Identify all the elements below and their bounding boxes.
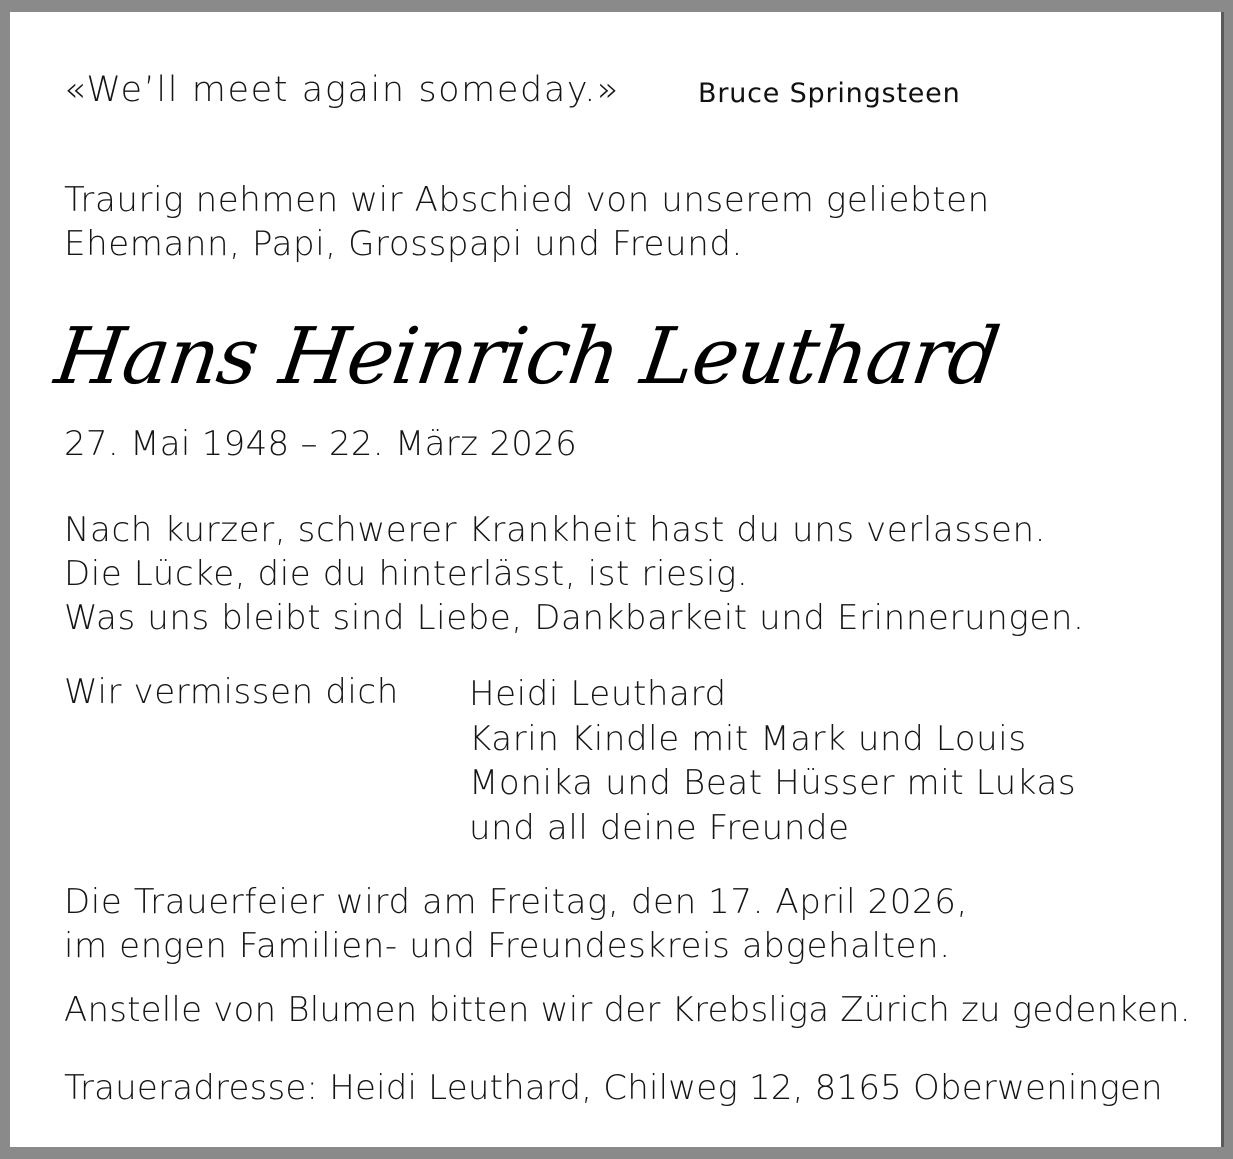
deceased-name: Hans Heinrich Leuthard xyxy=(50,312,1005,402)
obituary-card xyxy=(10,12,1221,1147)
mourner-name: und all deine Freunde xyxy=(469,807,850,848)
life-dates: 27. Mai 1948 – 22. März 2026 xyxy=(64,424,578,464)
message-line: Nach kurzer, schwerer Krankheit hast du uns verlassen. xyxy=(64,510,1047,550)
mourner-name: Karin Kindle mit Mark und Louis xyxy=(469,718,1027,759)
mourning-address: Traueradresse: Heidi Leuthard, Chilweg 12, 8165 Oberweningen xyxy=(64,1068,1163,1108)
intro-paragraph xyxy=(64,178,990,266)
mourners-label: Wir vermissen dich xyxy=(64,672,399,712)
message-line: Was uns bleibt sind Liebe, Dankbarkeit und Erinnerungen. xyxy=(64,598,1085,638)
quote-author: Bruce Springsteen xyxy=(698,78,961,109)
intro-line: Traurig nehmen wir Abschied von unserem geliebten xyxy=(64,180,990,220)
mourner-name: Heidi Leuthard xyxy=(469,674,727,714)
message-paragraph xyxy=(64,508,1084,640)
mourner-name: Monika und Beat Hüsser mit Lukas xyxy=(469,763,1077,803)
mourners-list xyxy=(469,672,1076,850)
ceremony-paragraph xyxy=(64,880,968,968)
message-line: Die Lücke, die du hinterlässt, ist riesig. xyxy=(64,554,749,594)
intro-line: Ehemann, Papi, Grosspapi und Freund. xyxy=(64,224,743,264)
flowers-note: Anstelle von Blumen bitten wir der Krebsliga Zürich zu gedenken. xyxy=(64,990,1191,1030)
ceremony-line: im engen Familien- und Freundeskreis abgehalten. xyxy=(64,926,951,966)
quote-text: «We’ll meet again someday.» xyxy=(64,70,620,110)
ceremony-line: Die Trauerfeier wird am Freitag, den 17. April 2026, xyxy=(64,882,968,922)
page-edge-shadow xyxy=(1221,12,1224,1147)
